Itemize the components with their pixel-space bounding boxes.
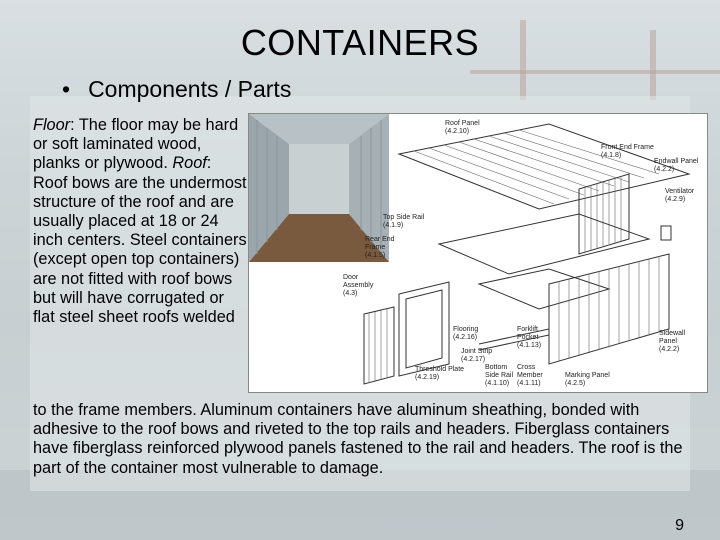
container-parts-figure xyxy=(248,113,708,393)
label-rear-end-frame: Rear End Frame (4.1.5) xyxy=(365,236,395,259)
bullet-text: Components / Parts xyxy=(88,76,292,102)
label-top-side-rail: Top Side Rail (4.1.9) xyxy=(383,214,425,229)
label-forklift-pocket: Forklift Pocket (4.1.13) xyxy=(517,326,542,349)
label-door-assembly: Door Assembly (4.3) xyxy=(343,274,374,297)
label-roof-panel: Roof Panel (4.2.10) xyxy=(445,120,480,135)
label-cross-member: Cross Member (4.1.11) xyxy=(517,364,543,387)
label-front-end-frame: Front End Frame (4.1.8) xyxy=(601,144,654,159)
floor-term: Floor xyxy=(33,116,71,134)
label-flooring: Flooring (4.2.16) xyxy=(453,326,479,341)
roof-definition: : Roof bows are the undermost structure of the roof and are usually placed at 18 or 24 inch centers. Steel containers (except open top containers) are not fitted with roof bows but will have corrugated or flat steel sheet roofs welded xyxy=(33,154,247,327)
label-endwall-panel: Endwall Panel (4.2.2) xyxy=(654,158,699,173)
roof-term: Roof xyxy=(172,154,207,173)
label-ventilator: Ventilator (4.2.9) xyxy=(665,188,695,203)
label-sidewall-panel: Sidewall Panel (4.2.2) xyxy=(659,330,686,353)
body-text-left xyxy=(33,116,248,327)
slide-title: CONTAINERS xyxy=(240,22,480,63)
bullet-heading xyxy=(62,76,291,103)
label-threshold-plate: Threshold Plate (4.2.19) xyxy=(415,366,465,381)
body-text-continuation: to the frame members. Aluminum containers have aluminum sheathing, bonded with adhesive to the roof bows and riveted to the top rails and headers. Fiberglass containers have fiberglass reinforced plywood panels fastened to the rail and headers. The roof is the part of the container most vulnerable to damage. xyxy=(33,401,683,477)
label-bottom-side-rail: Bottom Side Rail (4.1.10) xyxy=(485,364,514,387)
label-marking-panel: Marking Panel (4.2.5) xyxy=(565,372,610,387)
bullet-dot: • xyxy=(62,76,71,102)
page-number: 9 xyxy=(675,517,684,534)
crane-silhouette xyxy=(470,70,720,74)
floor-definition: : The floor may be hard or soft laminated wood, planks or plywood. xyxy=(33,116,239,173)
label-joint-strip: Joint Strip (4.2.17) xyxy=(461,348,493,363)
